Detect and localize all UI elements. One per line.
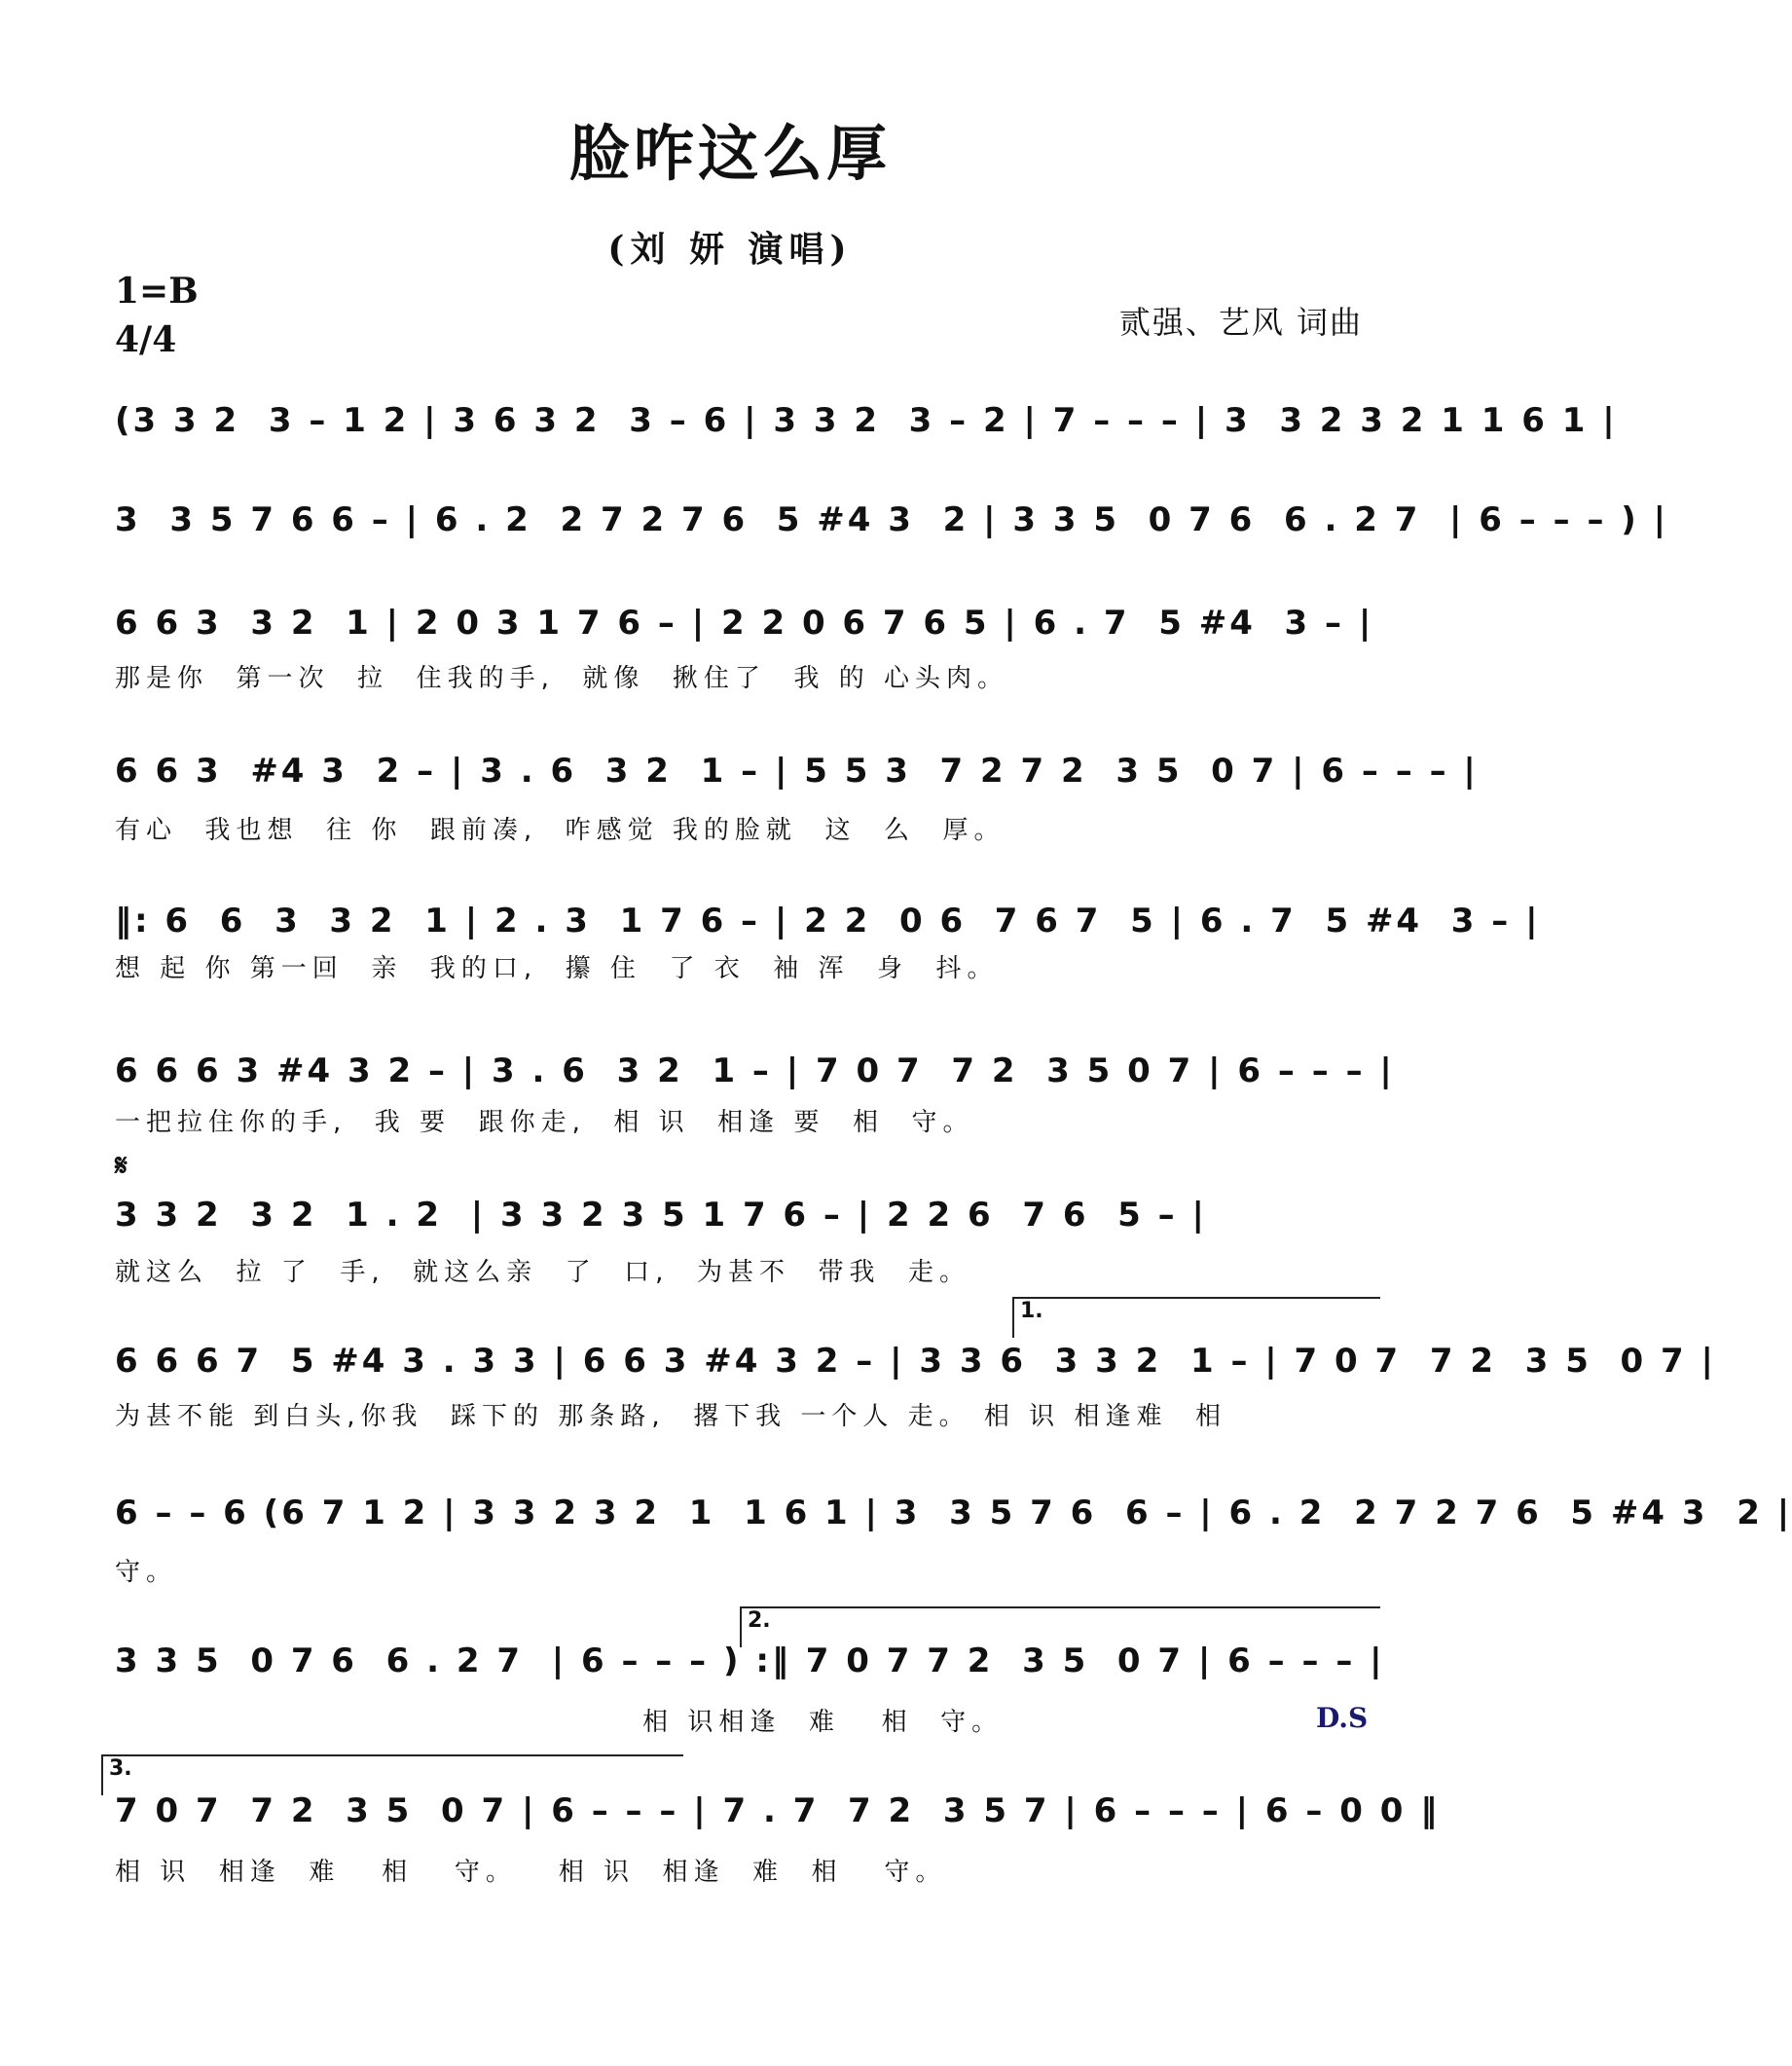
lyric-row-6: 一把拉住你的手, 我 要 跟你走, 相 识 相逢 要 相 守。 (115, 1108, 974, 1137)
notation-row-10: 3 3 5 0 7 6 6 . 2 7 | 6 – – – ) :‖ 7 0 7 7 2 3 5 0 7 | 6 – – – | (115, 1642, 1385, 1680)
lyric-row-11: 相 识 相逢 难 相 守。 相 识 相逢 难 相 守。 (115, 1858, 947, 1887)
dal-segno-mark: D.S (1316, 1702, 1369, 1734)
lyric-row-10: 相 识相逢 难 相 守。 (115, 1708, 1004, 1737)
time-signature: 4/4 (115, 319, 177, 360)
credits: 贰强、艺风 词曲 (1118, 304, 1363, 341)
segno-sign: 𝄋 (115, 1149, 128, 1183)
volta-2-label: 2. (748, 1608, 771, 1633)
notation-row-1: (3 3 2 3 – 1 2 | 3 6 3 2 3 – 6 | 3 3 2 3 – 2 | 7 – – – | 3 3 2 3 2 1 1 6 1 | (115, 401, 1618, 440)
notation-row-4: 6 6 3 #4 3 2 – | 3 . 6 3 2 1 – | 5 5 3 7 2 7 2 3 5 0 7 | 6 – – – | (115, 752, 1479, 791)
volta-3-label: 3. (109, 1756, 132, 1781)
notation-row-5: ‖: 6 6 3 3 2 1 | 2 . 3 1 7 6 – | 2 2 0 6 7 6 7 5 | 6 . 7 5 #4 3 – | (115, 902, 1541, 941)
key-signature: 1=B (115, 271, 199, 312)
notation-row-9: 6 – – 6 (6 7 1 2 | 3 3 2 3 2 1 1 6 1 | 3 3 5 7 6 6 – | 6 . 2 2 7 2 7 6 5 #4 3 2 | (115, 1494, 1792, 1532)
lyric-row-7: 就这么 拉 了 手, 就这么亲 了 口, 为甚不 带我 走。 (115, 1258, 971, 1287)
notation-row-3: 6 6 3 3 2 1 | 2 0 3 1 7 6 – | 2 2 0 6 7 6 5 | 6 . 7 5 #4 3 – | (115, 604, 1374, 643)
lyric-row-3: 那是你 第一次 拉 住我的手, 就像 揪住了 我 的 心头肉。 (115, 664, 1008, 693)
notation-row-7: 3 3 2 3 2 1 . 2 | 3 3 2 3 5 1 7 6 – | 2 2 6 7 6 5 – | (115, 1196, 1207, 1235)
notation-row-2: 3 3 5 7 6 6 – | 6 . 2 2 7 2 7 6 5 #4 3 2 | 3 3 5 0 7 6 6 . 2 7 | 6 – – – ) | (115, 500, 1669, 539)
volta-1-bracket (1012, 1297, 1380, 1338)
volta-1-label: 1. (1020, 1299, 1043, 1323)
notation-row-6: 6 6 6 3 #4 3 2 – | 3 . 6 3 2 1 – | 7 0 7 7 2 3 5 0 7 | 6 – – – | (115, 1051, 1395, 1090)
notation-row-11: 7 0 7 7 2 3 5 0 7 | 6 – – – | 7 . 7 7 2 3 5 7 | 6 – – – | 6 – 0 0 ‖ (115, 1791, 1441, 1830)
notation-row-8: 6 6 6 7 5 #4 3 . 3 3 | 6 6 3 #4 3 2 – | 3 3 6 3 3 2 1 – | 7 0 7 7 2 3 5 0 7 | (115, 1342, 1716, 1381)
lyric-row-8: 为甚不能 到白头,你我 踩下的 那条路, 撂下我 一个人 走。 相 识 相逢难 相 (115, 1402, 1226, 1431)
lyric-row-5: 想 起 你 第一回 亲 我的口, 攥 住 了 衣 袖 浑 身 抖。 (115, 954, 999, 983)
performer-line: (刘 妍 演唱) (607, 229, 853, 270)
lyric-row-9: 守。 (115, 1558, 178, 1587)
lyric-row-4: 有心 我也想 往 你 跟前凑, 咋感觉 我的脸就 这 么 厚。 (115, 816, 1006, 845)
song-title: 脸咋这么厚 (568, 118, 891, 189)
